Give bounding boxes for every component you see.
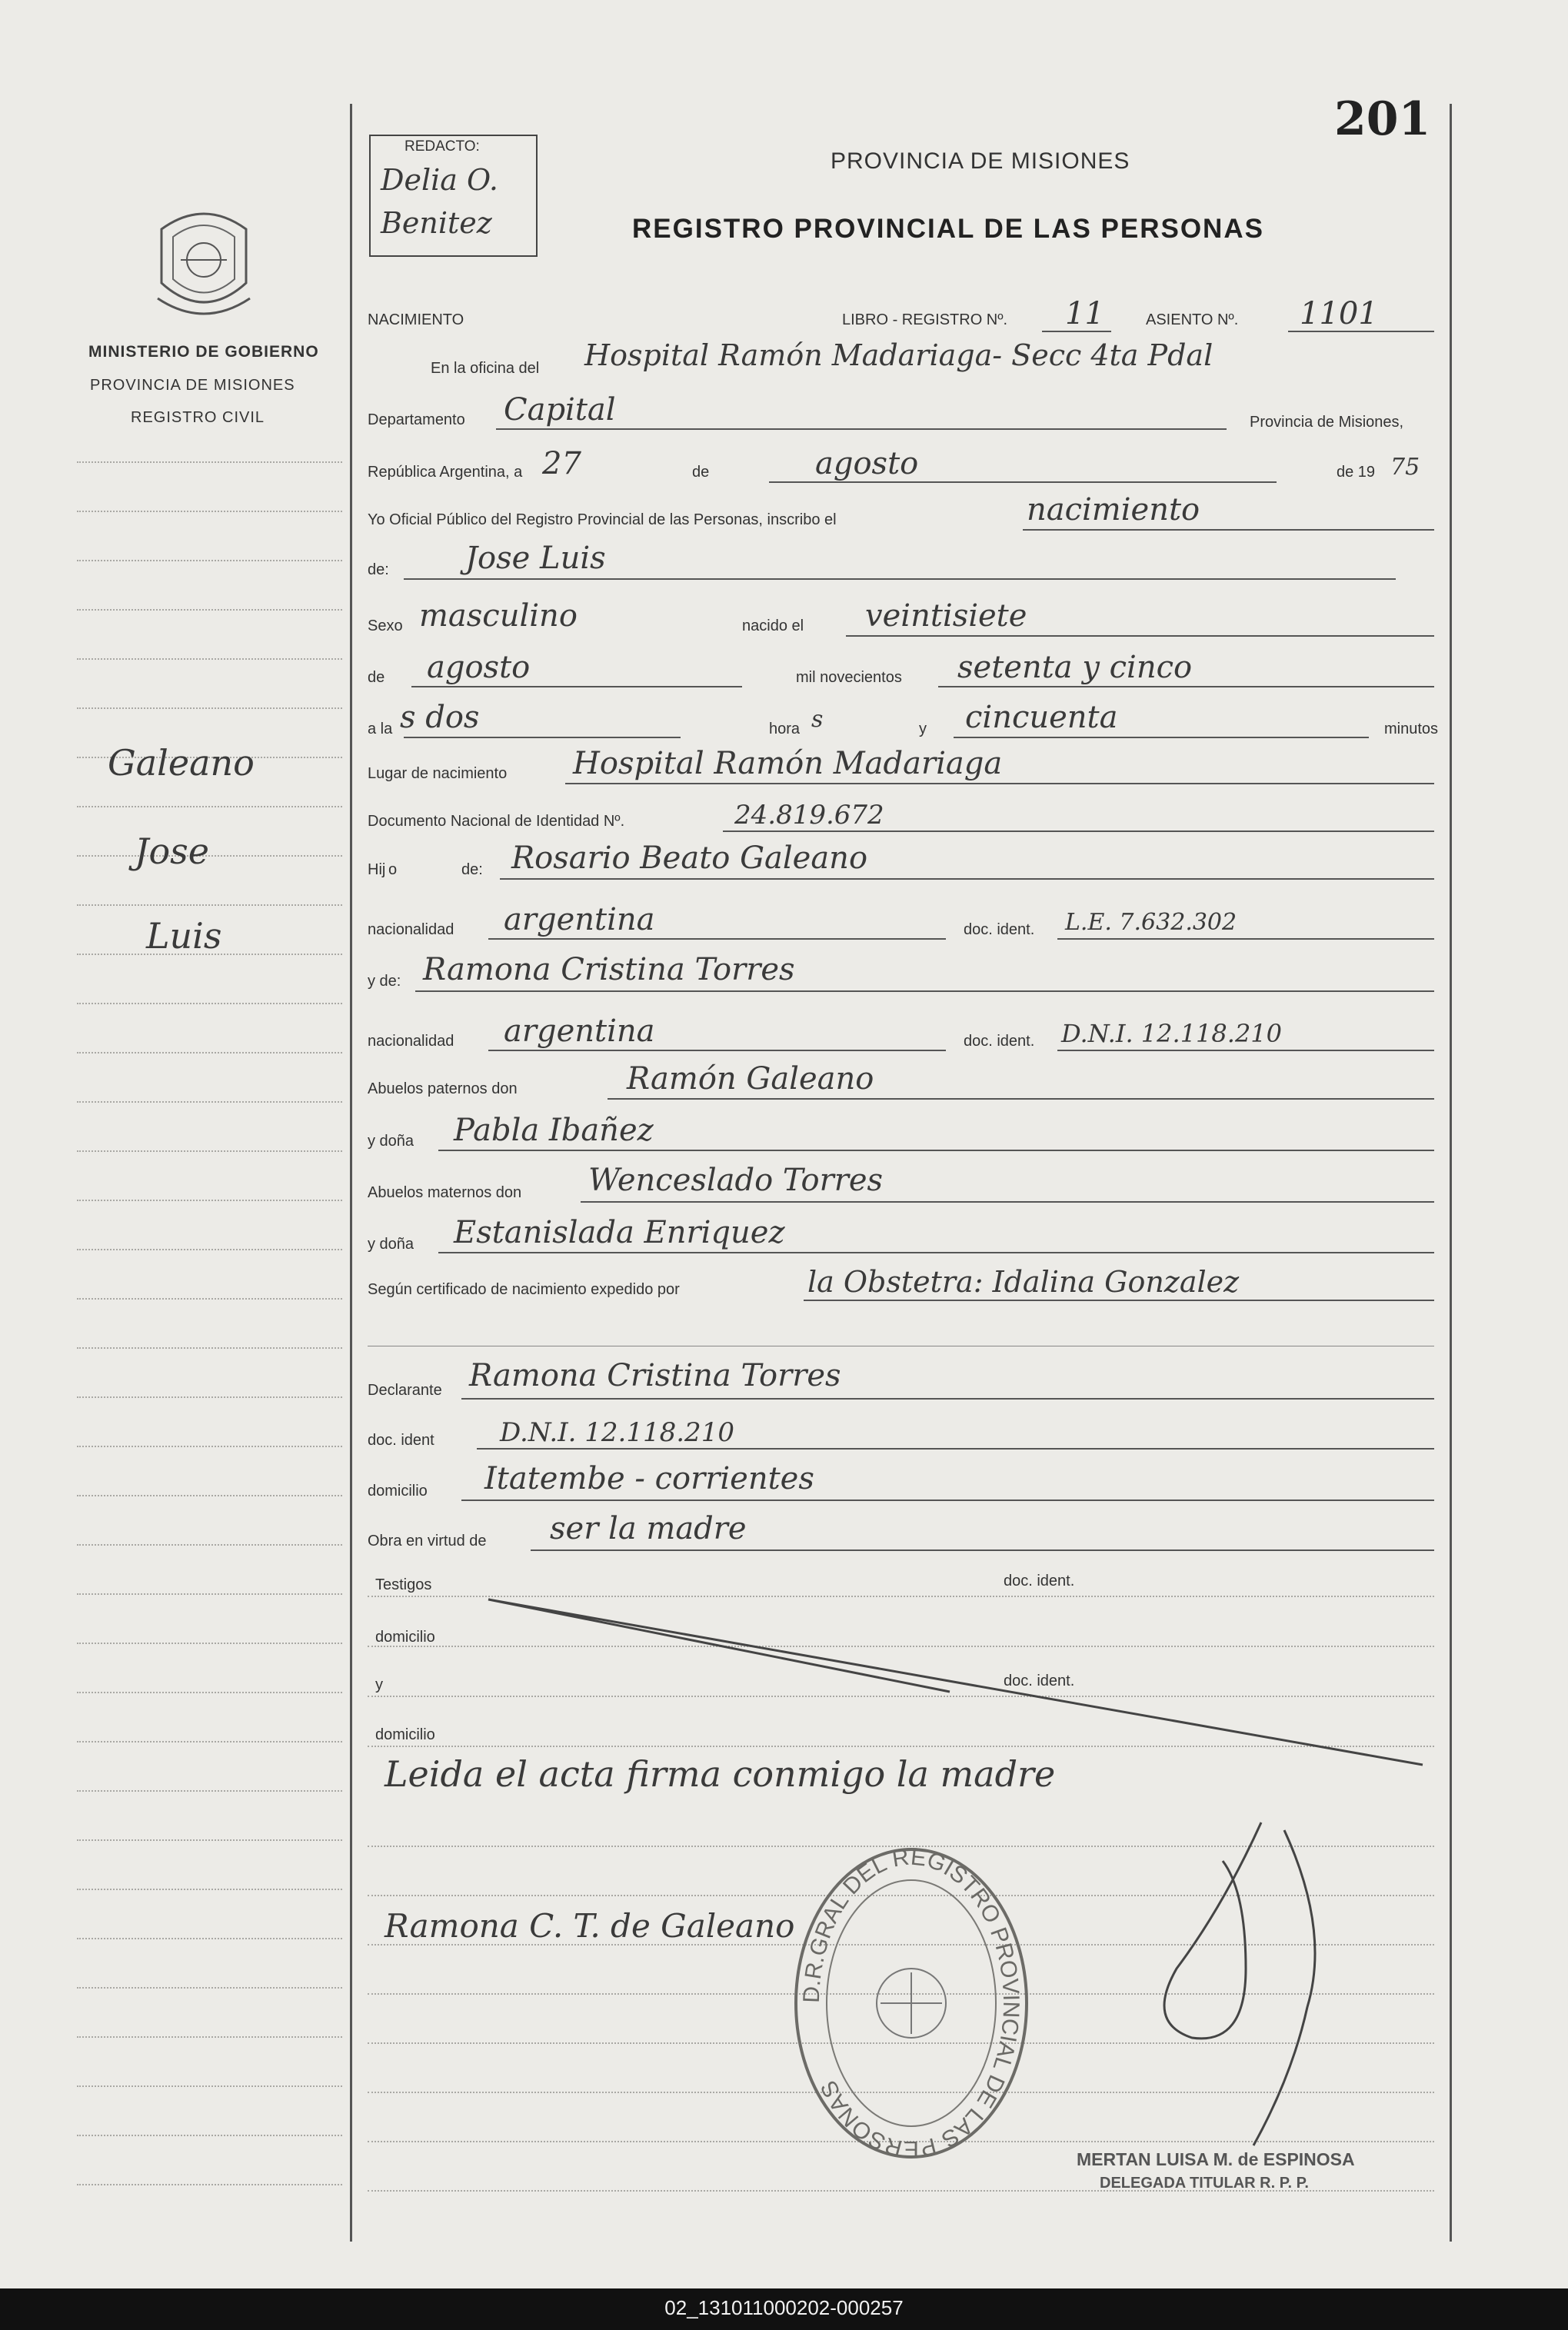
margin-ruled-line <box>77 1249 342 1250</box>
margin-ruled-line <box>77 855 342 857</box>
page-number: 201 <box>1334 92 1431 146</box>
margin-ruled-line <box>77 1200 342 1201</box>
margin-ruled-line <box>77 1446 342 1447</box>
madre-value: Ramona Cristina Torres <box>423 952 795 987</box>
margin-ruled-line <box>77 560 342 561</box>
province-heading: PROVINCIA DE MISIONES <box>831 148 1130 174</box>
oficial-label: Yo Oficial Público del Registro Provincial de las Personas, inscribo el <box>368 511 837 528</box>
y-label: y <box>919 721 927 737</box>
margin-ruled-line <box>77 609 342 611</box>
hijo-label: Hij <box>368 861 386 878</box>
margin-ruled-line <box>77 511 342 512</box>
sexo-label: Sexo <box>368 617 403 634</box>
dni-label: Documento Nacional de Identidad Nº. <box>368 813 625 830</box>
stamp-text: D.R.GRAL DEL REGISTRO PROVINCIAL DE LAS PERSONAS <box>798 1844 1024 2162</box>
lugar-label: Lugar de nacimiento <box>368 765 508 782</box>
obra-value: ser la madre <box>550 1511 747 1546</box>
margin-ruled-line <box>77 2085 342 2087</box>
a-las-label: a la <box>368 721 393 737</box>
nacimiento-heading: NACIMIENTO <box>368 311 464 328</box>
doc-decl-label: doc. ident <box>368 1432 434 1449</box>
libro-value: 11 <box>1065 296 1104 331</box>
nacido-label: nacido el <box>742 617 804 634</box>
footer-file-id: 02_131011000202-000257 <box>664 2296 904 2319</box>
ministry-province: PROVINCIA DE MISIONES <box>90 377 295 394</box>
oficial-value: nacimiento <box>1027 492 1200 528</box>
testigos-doc-label: doc. ident. <box>1004 1573 1075 1589</box>
margin-ruled-line <box>77 1790 342 1792</box>
official-title: DELEGADA TITULAR R. P. P. <box>1100 2175 1309 2192</box>
left-border <box>350 104 352 2242</box>
oficina-value: Hospital Ramón Madariaga- Secc 4ta Pdal <box>584 338 1213 372</box>
margin-ruled-line <box>77 1052 342 1053</box>
y-dona2-label: y doña <box>368 1236 414 1253</box>
padre-value: Rosario Beato Galeano <box>511 840 868 876</box>
a-las-value: s dos <box>400 700 480 735</box>
margin-ruled-line <box>77 1003 342 1004</box>
margin-ruled-line <box>77 1839 342 1841</box>
abuela-mat-value: Estanislada Enriquez <box>454 1215 785 1250</box>
abuelos-mat-label: Abuelos maternos don <box>368 1184 522 1201</box>
domicilio2-label: domicilio <box>375 1629 435 1646</box>
margin-ruled-line <box>77 1495 342 1496</box>
margin-ruled-line <box>77 2184 342 2185</box>
de-label: de <box>692 464 710 481</box>
dia-value: 27 <box>542 446 581 481</box>
libro-label: LIBRO - REGISTRO Nº. <box>842 311 1008 328</box>
anio-value: 75 <box>1390 454 1420 481</box>
domicilio-value: Itatembe - corrientes <box>484 1461 814 1496</box>
margin-ruled-line <box>77 658 342 660</box>
obra-label: Obra en virtud de <box>368 1533 487 1549</box>
margin-surname: Galeano <box>108 742 255 784</box>
margin-ruled-line <box>77 707 342 709</box>
provincia-label: Provincia de Misiones, <box>1250 414 1404 431</box>
anio-prefix: de 19 <box>1337 464 1376 481</box>
doc-decl-value: D.N.I. 12.118.210 <box>500 1417 734 1448</box>
y-de-label: y de: <box>368 973 401 990</box>
ministry-title: MINISTERIO DE GOBIERNO <box>88 343 319 361</box>
asiento-value: 1101 <box>1300 296 1378 331</box>
ministry-registry: REGISTRO CIVIL <box>131 409 265 426</box>
minutos-label: minutos <box>1384 721 1439 737</box>
nacido-value: veintisiete <box>865 598 1027 634</box>
hijo-suffix: o <box>388 861 398 878</box>
declarante-value: Ramona Cristina Torres <box>469 1358 841 1393</box>
right-border <box>1450 104 1452 2242</box>
margin-ruled-line <box>77 1987 342 1989</box>
mes-value: agosto <box>815 446 919 481</box>
testigos-label: Testigos <box>375 1576 432 1593</box>
mes2-value: agosto <box>427 650 531 685</box>
margin-first-name: Jose <box>135 830 209 872</box>
de2-label: de <box>368 669 385 686</box>
margin-ruled-line <box>77 1938 342 1939</box>
horas-value: s <box>811 706 824 733</box>
abuela-pat-value: Pabla Ibañez <box>454 1113 654 1148</box>
hijo-de-label: de: <box>461 861 483 878</box>
segun-value: la Obstetra: Idalina Gonzalez <box>807 1265 1240 1299</box>
mil-label: mil novecientos <box>796 669 902 686</box>
redacto-label: REDACTO: <box>401 138 483 155</box>
horas-label: hora <box>769 721 801 737</box>
domicilio-label: domicilio <box>368 1483 428 1500</box>
abuelo-pat-value: Ramón Galeano <box>627 1061 874 1097</box>
margin-ruled-line <box>77 1150 342 1152</box>
dni-value: 24.819.672 <box>734 800 884 830</box>
republica-label: República Argentina, a <box>368 464 523 481</box>
lugar-value: Hospital Ramón Madariaga <box>573 746 1003 781</box>
leida-statement: Leida el acta firma conmigo la madre <box>385 1753 1056 1795</box>
margin-ruled-line <box>77 1298 342 1300</box>
doc-madre-value: D.N.I. 12.118.210 <box>1061 1019 1283 1048</box>
mil-value: setenta y cinco <box>957 650 1193 685</box>
domicilio3-label: domicilio <box>375 1726 435 1743</box>
nac-padre-label: nacionalidad <box>368 921 454 938</box>
margin-ruled-line <box>77 806 342 807</box>
sexo-value: masculino <box>419 598 578 634</box>
doc3-label: doc. ident. <box>1004 1673 1075 1689</box>
abuelos-pat-label: Abuelos paternos don <box>368 1080 518 1097</box>
nombre-value: Jose Luis <box>465 541 606 576</box>
margin-ruled-line <box>77 1101 342 1103</box>
margin-ruled-line <box>77 461 342 463</box>
segun-label: Según certificado de nacimiento expedido por <box>368 1281 680 1298</box>
margin-ruled-line <box>77 1889 342 1890</box>
margin-ruled-line <box>77 1593 342 1595</box>
doc-madre-label: doc. ident. <box>964 1033 1035 1050</box>
asiento-label: ASIENTO Nº. <box>1146 311 1239 328</box>
margin-ruled-line <box>77 1643 342 1644</box>
mother-signature: Ramona C. T. de Galeano <box>385 1907 795 1945</box>
de-nombre-label: de: <box>368 561 389 578</box>
cancellation-stroke <box>484 1592 1430 1769</box>
departamento-label: Departamento <box>368 411 465 428</box>
doc-padre-value: L.E. 7.632.302 <box>1065 909 1237 936</box>
y-dona-label: y doña <box>368 1133 414 1150</box>
oficina-label: En la oficina del <box>431 360 540 377</box>
doc-padre-label: doc. ident. <box>964 921 1035 938</box>
margin-ruled-line <box>77 1347 342 1349</box>
redacto-value-1: Delia O. <box>381 163 499 197</box>
registry-title: REGISTRO PROVINCIAL DE LAS PERSONAS <box>632 214 1264 244</box>
margin-ruled-line <box>77 2036 342 2038</box>
y2-label: y <box>375 1676 383 1693</box>
margin-ruled-line <box>77 1692 342 1693</box>
coat-of-arms-icon <box>146 198 261 329</box>
margin-ruled-line <box>77 1396 342 1398</box>
official-name: MERTAN LUISA M. de ESPINOSA <box>1077 2149 1355 2169</box>
registry-stamp <box>788 1842 1034 2165</box>
declarante-label: Declarante <box>368 1382 442 1399</box>
official-signature <box>1130 1815 1384 2161</box>
nac-madre-label: nacionalidad <box>368 1033 454 1050</box>
margin-ruled-line <box>77 1544 342 1546</box>
margin-ruled-line <box>77 2135 342 2136</box>
departamento-value: Capital <box>504 392 616 428</box>
margin-ruled-line <box>77 904 342 906</box>
margin-ruled-line <box>77 1741 342 1743</box>
margin-second-name: Luis <box>146 915 222 957</box>
abuelo-mat-value: Wenceslado Torres <box>588 1163 884 1198</box>
redacto-value-2: Benitez <box>381 206 492 240</box>
nac-padre-value: argentina <box>504 902 655 937</box>
nac-madre-value: argentina <box>504 1014 655 1049</box>
minutos-value: cincuenta <box>965 700 1118 735</box>
